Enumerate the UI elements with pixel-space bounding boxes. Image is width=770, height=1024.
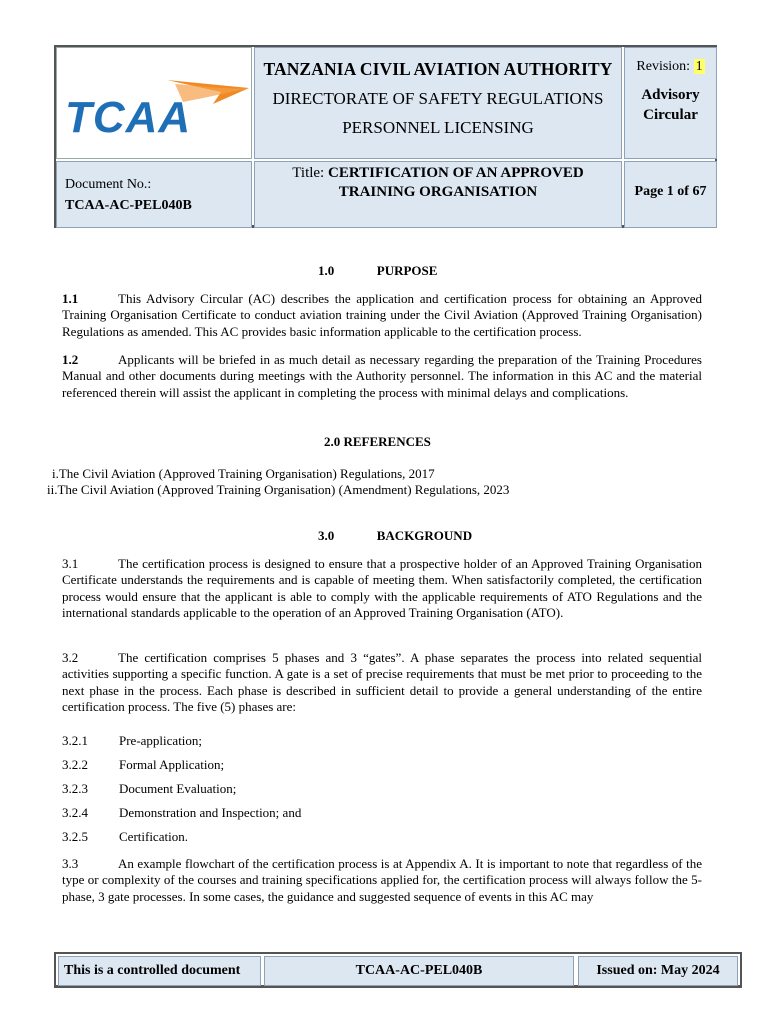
phase-item <box>62 829 188 845</box>
paragraph-text: The certification comprises 5 phases and 3 “gates”. A phase separates the process into related sequential activities supporting a specific function. A gate is a set of precise requirements that must be met prior to proceeding to the next phase in the process. Each phase is described in sufficient detail to provide a general understanding of the entire certification process. The five (5) phases are: <box>62 650 702 714</box>
logo-text: TCAA <box>65 93 192 138</box>
directorate: DIRECTORATE OF SAFETY REGULATIONS <box>272 89 604 108</box>
section-3-number: 3.0 <box>318 528 335 543</box>
phase-text: Demonstration and Inspection; and <box>119 805 302 820</box>
paragraph-3-2 <box>62 650 702 715</box>
doc-no: TCAA-AC-PEL040B <box>65 198 192 213</box>
paragraph-number: 1.2 <box>62 352 79 367</box>
title-line1: CERTIFICATION OF AN APPROVED <box>327 165 584 181</box>
phase-text: Certification. <box>119 829 188 844</box>
footer-controlled: This is a controlled document <box>58 956 261 986</box>
section-3-title: BACKGROUND <box>376 528 473 543</box>
section-1-number: 1.0 <box>318 263 335 278</box>
organisation-cell <box>254 47 622 159</box>
phase-number: 3.2.5 <box>62 829 88 844</box>
tcaa-logo <box>63 74 249 138</box>
paragraph-number: 3.3 <box>62 856 79 871</box>
reference-item: i.The Civil Aviation (Approved Training Organisation) Regulations, 2017 <box>52 466 435 481</box>
doc-type-line1: Advisory <box>641 87 700 103</box>
document-type <box>625 85 716 125</box>
page-number: Page 1 of 67 <box>634 184 707 199</box>
phase-item <box>62 757 224 773</box>
phase-text: Document Evaluation; <box>119 781 237 796</box>
title-label: Title: <box>292 165 325 181</box>
phase-number: 3.2.4 <box>62 805 88 820</box>
revision <box>625 59 716 75</box>
title-cell <box>254 161 622 228</box>
doc-type-line2: Circular <box>643 107 698 123</box>
footer-doc-no: TCAA-AC-PEL040B <box>264 956 574 986</box>
footer-issued: Issued on: May 2024 <box>578 956 738 986</box>
phase-number: 3.2.1 <box>62 733 88 748</box>
logo-cell <box>56 47 252 159</box>
phase-text: Pre-application; <box>119 733 203 748</box>
revision-value: 1 <box>695 59 703 74</box>
section-3-heading <box>318 528 472 544</box>
org-name: TANZANIA CIVIL AVIATION AUTHORITY <box>263 59 613 79</box>
paragraph-3-3 <box>62 856 702 905</box>
paragraph-text: An example flowchart of the certification process is at Appendix A. It is important to note that regardless of the type or complexity of the courses and training specifications applied for, the certification process will always follow the 5-phase, 3 gate processes. In some cases, the guidance and suggested sequence of events in this AC may <box>62 856 702 904</box>
section-2-heading: 2.0 REFERENCES <box>324 434 431 449</box>
phase-item <box>62 781 236 797</box>
paragraph-number: 3.2 <box>62 650 79 665</box>
page-cell <box>624 161 717 228</box>
phase-item <box>62 805 301 821</box>
paragraph-number: 3.1 <box>62 556 79 571</box>
title-line2: TRAINING ORGANISATION <box>338 184 538 200</box>
phase-number: 3.2.2 <box>62 757 88 772</box>
section-1-title: PURPOSE <box>376 263 438 278</box>
document-title <box>255 164 621 202</box>
paragraph-1-2 <box>62 352 702 401</box>
paragraph-number: 1.1 <box>62 291 79 306</box>
paragraph-1-1 <box>62 291 702 340</box>
revision-label: Revision: <box>636 59 691 74</box>
phase-number: 3.2.3 <box>62 781 88 796</box>
unit: PERSONNEL LICENSING <box>342 118 534 137</box>
paragraph-text: This Advisory Circular (AC) describes the application and certification process for obtaining an Approved Training Organisation Certificate to conduct aviation training under the Civil Aviation (Approved Training Organisation) Regulations as amended. This AC provides basic information applicable to the certification process. <box>62 291 702 339</box>
reference-item: ii.The Civil Aviation (Approved Training Organisation) (Amendment) Regulations, 2023 <box>47 482 510 497</box>
paragraph-3-1 <box>62 556 702 621</box>
document-header <box>54 45 717 228</box>
section-1-heading <box>318 263 437 279</box>
document-number-cell <box>56 161 252 228</box>
phase-text: Formal Application; <box>119 757 225 772</box>
paragraph-text: Applicants will be briefed in as much detail as necessary regarding the preparation of the Training Procedures Manual and other documents during meetings with the Authority personnel. The information in this AC and the material referenced therein will assist the applicant in completing the process with minimal delays and complications. <box>62 352 702 400</box>
phase-item <box>62 733 202 749</box>
revision-cell <box>624 47 717 159</box>
paragraph-text: The certification process is designed to ensure that a prospective holder of an Approved Training Organisation Certificate understands the requirements and is capable of meeting them. When satisfactorily completed, the certification process would ensure that the applicant is able to comply with the applicable requirements of ATO Regulations and the international standards applicable to the operation of an Approved Training Organisation (ATO). <box>62 556 702 620</box>
document-footer <box>54 952 742 988</box>
doc-no-label: Document No.: <box>65 177 152 192</box>
